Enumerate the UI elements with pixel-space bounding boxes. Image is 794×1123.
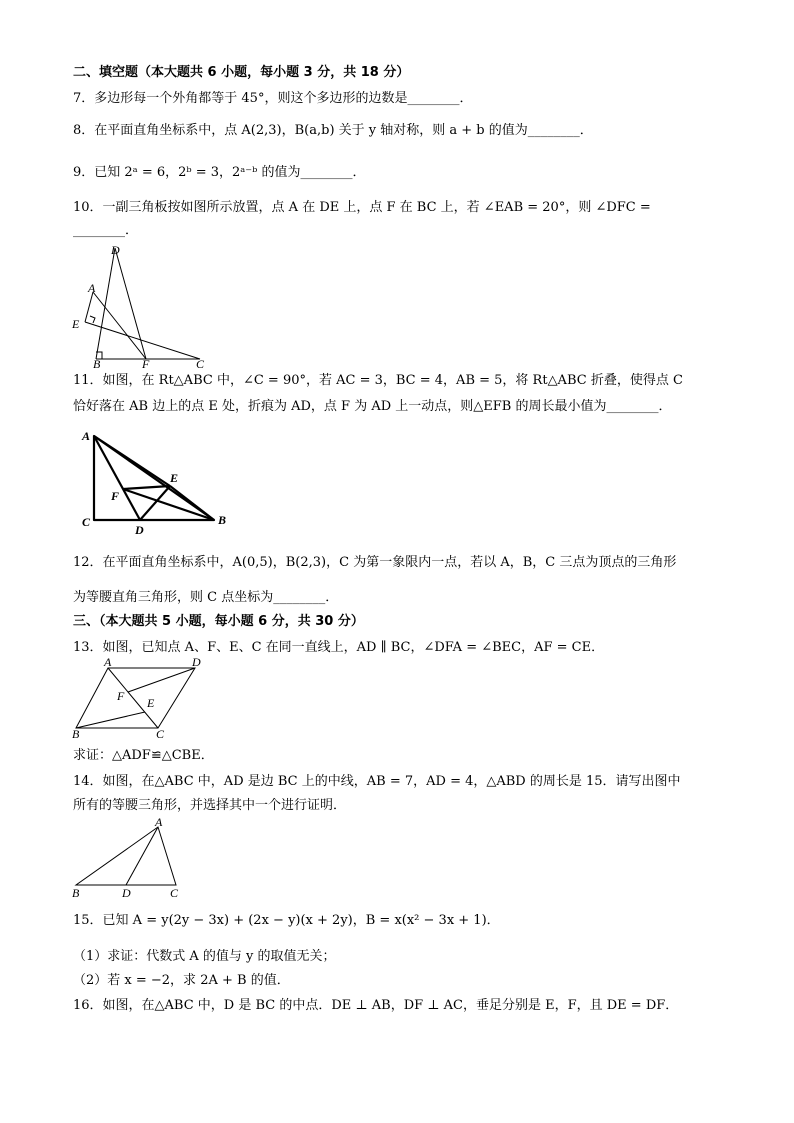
- question-12-line1: 12．在平面直角坐标系中，A(0,5)，B(2,3)，C 为第一象限内一点，若以 A，B，C 三点为顶点的三角形: [73, 555, 677, 570]
- label-B: B: [93, 357, 101, 370]
- figure-q11: [78, 428, 238, 538]
- section-3-title: 三、（本大题共 5 小题，每小题 6 分，共 30 分）: [73, 614, 364, 629]
- question-10-line1: 10．一副三角板按如图所示放置，点 A 在 DE 上，点 F 在 BC 上，若 ∠EAB = 20°，则 ∠DFC =: [73, 200, 651, 215]
- question-8: 8．在平面直角坐标系中，点 A(2,3)，B(a,b) 关于 y 轴对称，则 a + b 的值为________．: [73, 123, 593, 138]
- label-E: E: [170, 471, 179, 485]
- label-E: E: [72, 317, 80, 331]
- label-D: D: [192, 658, 201, 669]
- question-14-line2: 所有的等腰三角形，并选择其中一个进行证明．: [73, 798, 347, 813]
- label-B: B: [218, 513, 227, 527]
- figure-q10: [68, 242, 218, 370]
- label-D: D: [111, 243, 120, 257]
- question-10-line2: ________．: [73, 223, 139, 238]
- label-A: A: [82, 429, 91, 443]
- question-13-line1: 13．如图，已知点 A、F、E、C 在同一直线上，AD ∥ BC，∠DFA = ∠BEC，AF = CE．: [73, 640, 605, 655]
- question-16-line1: 16．如图，在△ABC 中，D 是 BC 的中点．DE ⊥ AB，DF ⊥ AC，垂足分别是 E，F，且 DE = DF．: [73, 998, 679, 1013]
- question-14-line1: 14．如图，在△ABC 中，AD 是边 BC 上的中线，AB = 7，AD = 4，△ABD 的周长是 15．请写出图中: [73, 774, 681, 789]
- label-C: C: [170, 886, 179, 899]
- label-F: F: [117, 689, 125, 703]
- question-7: 7．多边形每一个外角都等于 45°，则这个多边形的边数是________．: [73, 91, 473, 106]
- question-15-sub2: （2）若 x = −2，求 2A + B 的值．: [73, 973, 290, 988]
- figure-q14: [68, 817, 188, 899]
- label-D: D: [122, 886, 131, 899]
- label-B: B: [72, 886, 80, 899]
- question-9: 9．已知 2ᵃ = 6，2ᵇ = 3，2ᵃ⁻ᵇ 的值为________．: [73, 165, 366, 180]
- label-C: C: [82, 515, 91, 529]
- label-F: F: [142, 357, 150, 370]
- label-A: A: [88, 281, 96, 295]
- section-2-title: 二、填空题（本大题共 6 小题，每小题 3 分，共 18 分）: [73, 65, 410, 80]
- question-12-line2: 为等腰直角三角形，则 C 点坐标为________．: [73, 590, 339, 605]
- label-A: A: [104, 658, 112, 669]
- label-C: C: [156, 727, 165, 740]
- figure-q13: [70, 658, 210, 740]
- question-15-sub1: （1）求证：代数式 A 的值与 y 的取值无关；: [73, 949, 336, 964]
- question-15-line1: 15．已知 A = y(2y − 3x) + (2x − y)(x + 2y)，B = x(x² − 3x + 1)．: [73, 913, 500, 928]
- question-13-proof: 求证：△ADF≌△CBE．: [73, 748, 214, 763]
- question-11-line2: 恰好落在 AB 边上的点 E 处，折痕为 AD，点 F 为 AD 上一动点，则△EFB 的周长最小值为________．: [73, 399, 672, 414]
- label-C: C: [196, 357, 205, 370]
- label-F: F: [111, 489, 120, 503]
- label-B: B: [72, 727, 80, 740]
- label-A: A: [155, 817, 163, 829]
- label-D: D: [135, 523, 144, 537]
- question-11-line1: 11．如图，在 Rt△ABC 中，∠C = 90°，若 AC = 3，BC = 4，AB = 5，将 Rt△ABC 折叠，使得点 C: [73, 373, 683, 388]
- label-E: E: [147, 696, 155, 710]
